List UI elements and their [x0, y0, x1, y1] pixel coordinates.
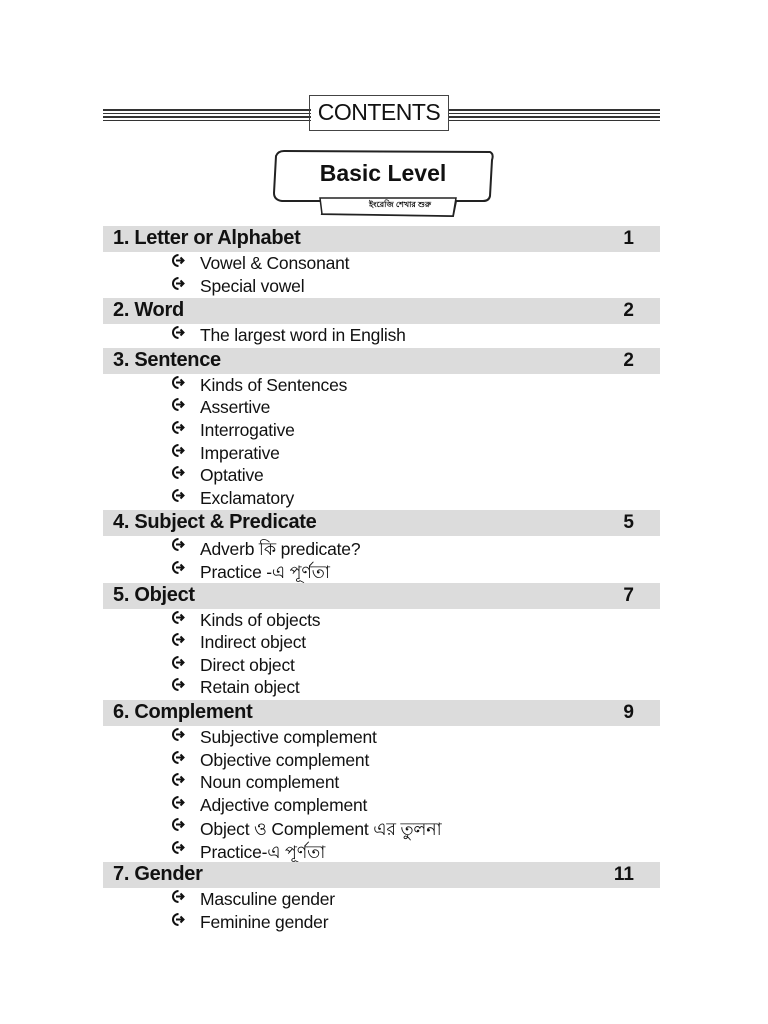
- arrow-bullet-icon: [172, 818, 185, 835]
- arrow-bullet-icon: [172, 254, 185, 271]
- list-item-text: Subjective complement: [200, 726, 377, 747]
- arrow-bullet-icon: [172, 277, 185, 294]
- banner-title: Basic Level: [319, 160, 447, 186]
- list-item: [103, 631, 660, 654]
- section-page-number: 2: [623, 349, 634, 371]
- section-header: [103, 226, 660, 252]
- arrow-bullet-icon: [172, 890, 185, 907]
- list-item-text: Feminine gender: [200, 912, 329, 933]
- list-item: [103, 396, 660, 419]
- basic-level-banner: [270, 148, 496, 220]
- list-item: [103, 888, 660, 911]
- list-item-text: Kinds of Sentences: [200, 374, 348, 395]
- section-title: 4. Subject & Predicate: [113, 511, 317, 534]
- list-item-text: Retain object: [200, 677, 300, 698]
- list-item: [103, 419, 660, 442]
- arrow-bullet-icon: [172, 633, 185, 650]
- section-header: [103, 348, 660, 374]
- arrow-bullet-icon: [172, 796, 185, 813]
- section-page-number: 1: [623, 228, 634, 249]
- list-item-text: Special vowel: [200, 275, 305, 296]
- contents-rule-right: [449, 109, 660, 121]
- arrow-bullet-icon: [172, 841, 185, 858]
- arrow-bullet-icon: [172, 561, 185, 578]
- list-item-text: The largest word in English: [200, 325, 406, 346]
- list-item-text: Optative: [200, 465, 264, 486]
- arrow-bullet-icon: [172, 398, 185, 415]
- section-header: [103, 862, 660, 888]
- arrow-bullet-icon: [172, 326, 185, 343]
- list-item-text: Masculine gender: [200, 889, 335, 910]
- list-item-text: Practice -এ পূর্ণতা: [200, 561, 330, 582]
- arrow-bullet-icon: [172, 489, 185, 506]
- contents-rule-left: [103, 109, 311, 121]
- list-item-text: Adverb কি predicate?: [200, 539, 361, 560]
- section-page-number: 2: [623, 300, 634, 322]
- list-item: [103, 324, 660, 347]
- arrow-bullet-icon: [172, 913, 185, 930]
- section-header: [103, 583, 660, 609]
- list-item: [103, 464, 660, 487]
- list-item-text: Object ও Complement এর তুলনা: [200, 819, 442, 840]
- list-item-text: Noun complement: [200, 772, 340, 793]
- arrow-bullet-icon: [172, 538, 185, 555]
- list-item: [103, 676, 660, 699]
- arrow-bullet-icon: [172, 376, 185, 393]
- arrow-bullet-icon: [172, 751, 185, 768]
- list-item-text: Kinds of objects: [200, 609, 321, 630]
- section-title: 5. Object: [113, 583, 195, 606]
- list-item-text: Vowel & Consonant: [200, 253, 350, 273]
- arrow-bullet-icon: [172, 466, 185, 483]
- section-title: 1. Letter or Alphabet: [113, 227, 301, 249]
- arrow-bullet-icon: [172, 444, 185, 461]
- list-item-text: Imperative: [200, 442, 280, 463]
- list-item: [103, 252, 660, 275]
- list-item-text: Indirect object: [200, 632, 306, 653]
- list-item-text: Direct object: [200, 654, 295, 675]
- table-of-contents: [103, 225, 660, 934]
- list-item: [103, 794, 660, 817]
- list-item: [103, 771, 660, 794]
- list-item-text: Interrogative: [200, 419, 295, 440]
- list-item-text: Objective complement: [200, 749, 370, 770]
- arrow-bullet-icon: [172, 728, 185, 745]
- list-item: [103, 559, 660, 582]
- list-item: [103, 816, 660, 839]
- list-item: [103, 374, 660, 397]
- list-item: [103, 726, 660, 749]
- section-header: [103, 700, 660, 726]
- arrow-bullet-icon: [172, 421, 185, 438]
- section-title: 7. Gender: [113, 863, 203, 886]
- list-item-text: Practice-এ পূর্ণতা: [200, 841, 326, 862]
- section-title: 3. Sentence: [113, 348, 221, 371]
- contents-title: CONTENTS: [309, 95, 449, 131]
- list-item: [103, 609, 660, 632]
- list-item: [103, 839, 660, 862]
- list-item: [103, 275, 660, 298]
- arrow-bullet-icon: [172, 773, 185, 790]
- list-item-text: Adjective complement: [200, 794, 368, 815]
- section-header: [103, 298, 660, 324]
- section-page-number: 5: [623, 512, 634, 534]
- arrow-bullet-icon: [172, 656, 185, 673]
- section-header: [103, 510, 660, 536]
- section-title: 6. Complement: [113, 700, 253, 723]
- section-page-number: 7: [623, 584, 634, 606]
- section-page-number: 11: [613, 864, 634, 886]
- section-title: 2. Word: [113, 299, 184, 322]
- arrow-bullet-icon: [172, 678, 185, 695]
- banner-subtitle: ইংরেজি শেখার শুরু: [368, 200, 432, 209]
- list-item: [103, 487, 660, 510]
- section-page-number: 9: [623, 701, 634, 723]
- list-item: [103, 442, 660, 465]
- arrow-bullet-icon: [172, 611, 185, 628]
- list-item: [103, 911, 660, 934]
- list-item: [103, 749, 660, 772]
- list-item-text: Exclamatory: [200, 487, 295, 508]
- list-item: [103, 536, 660, 559]
- list-item: [103, 654, 660, 677]
- list-item-text: Assertive: [200, 397, 271, 418]
